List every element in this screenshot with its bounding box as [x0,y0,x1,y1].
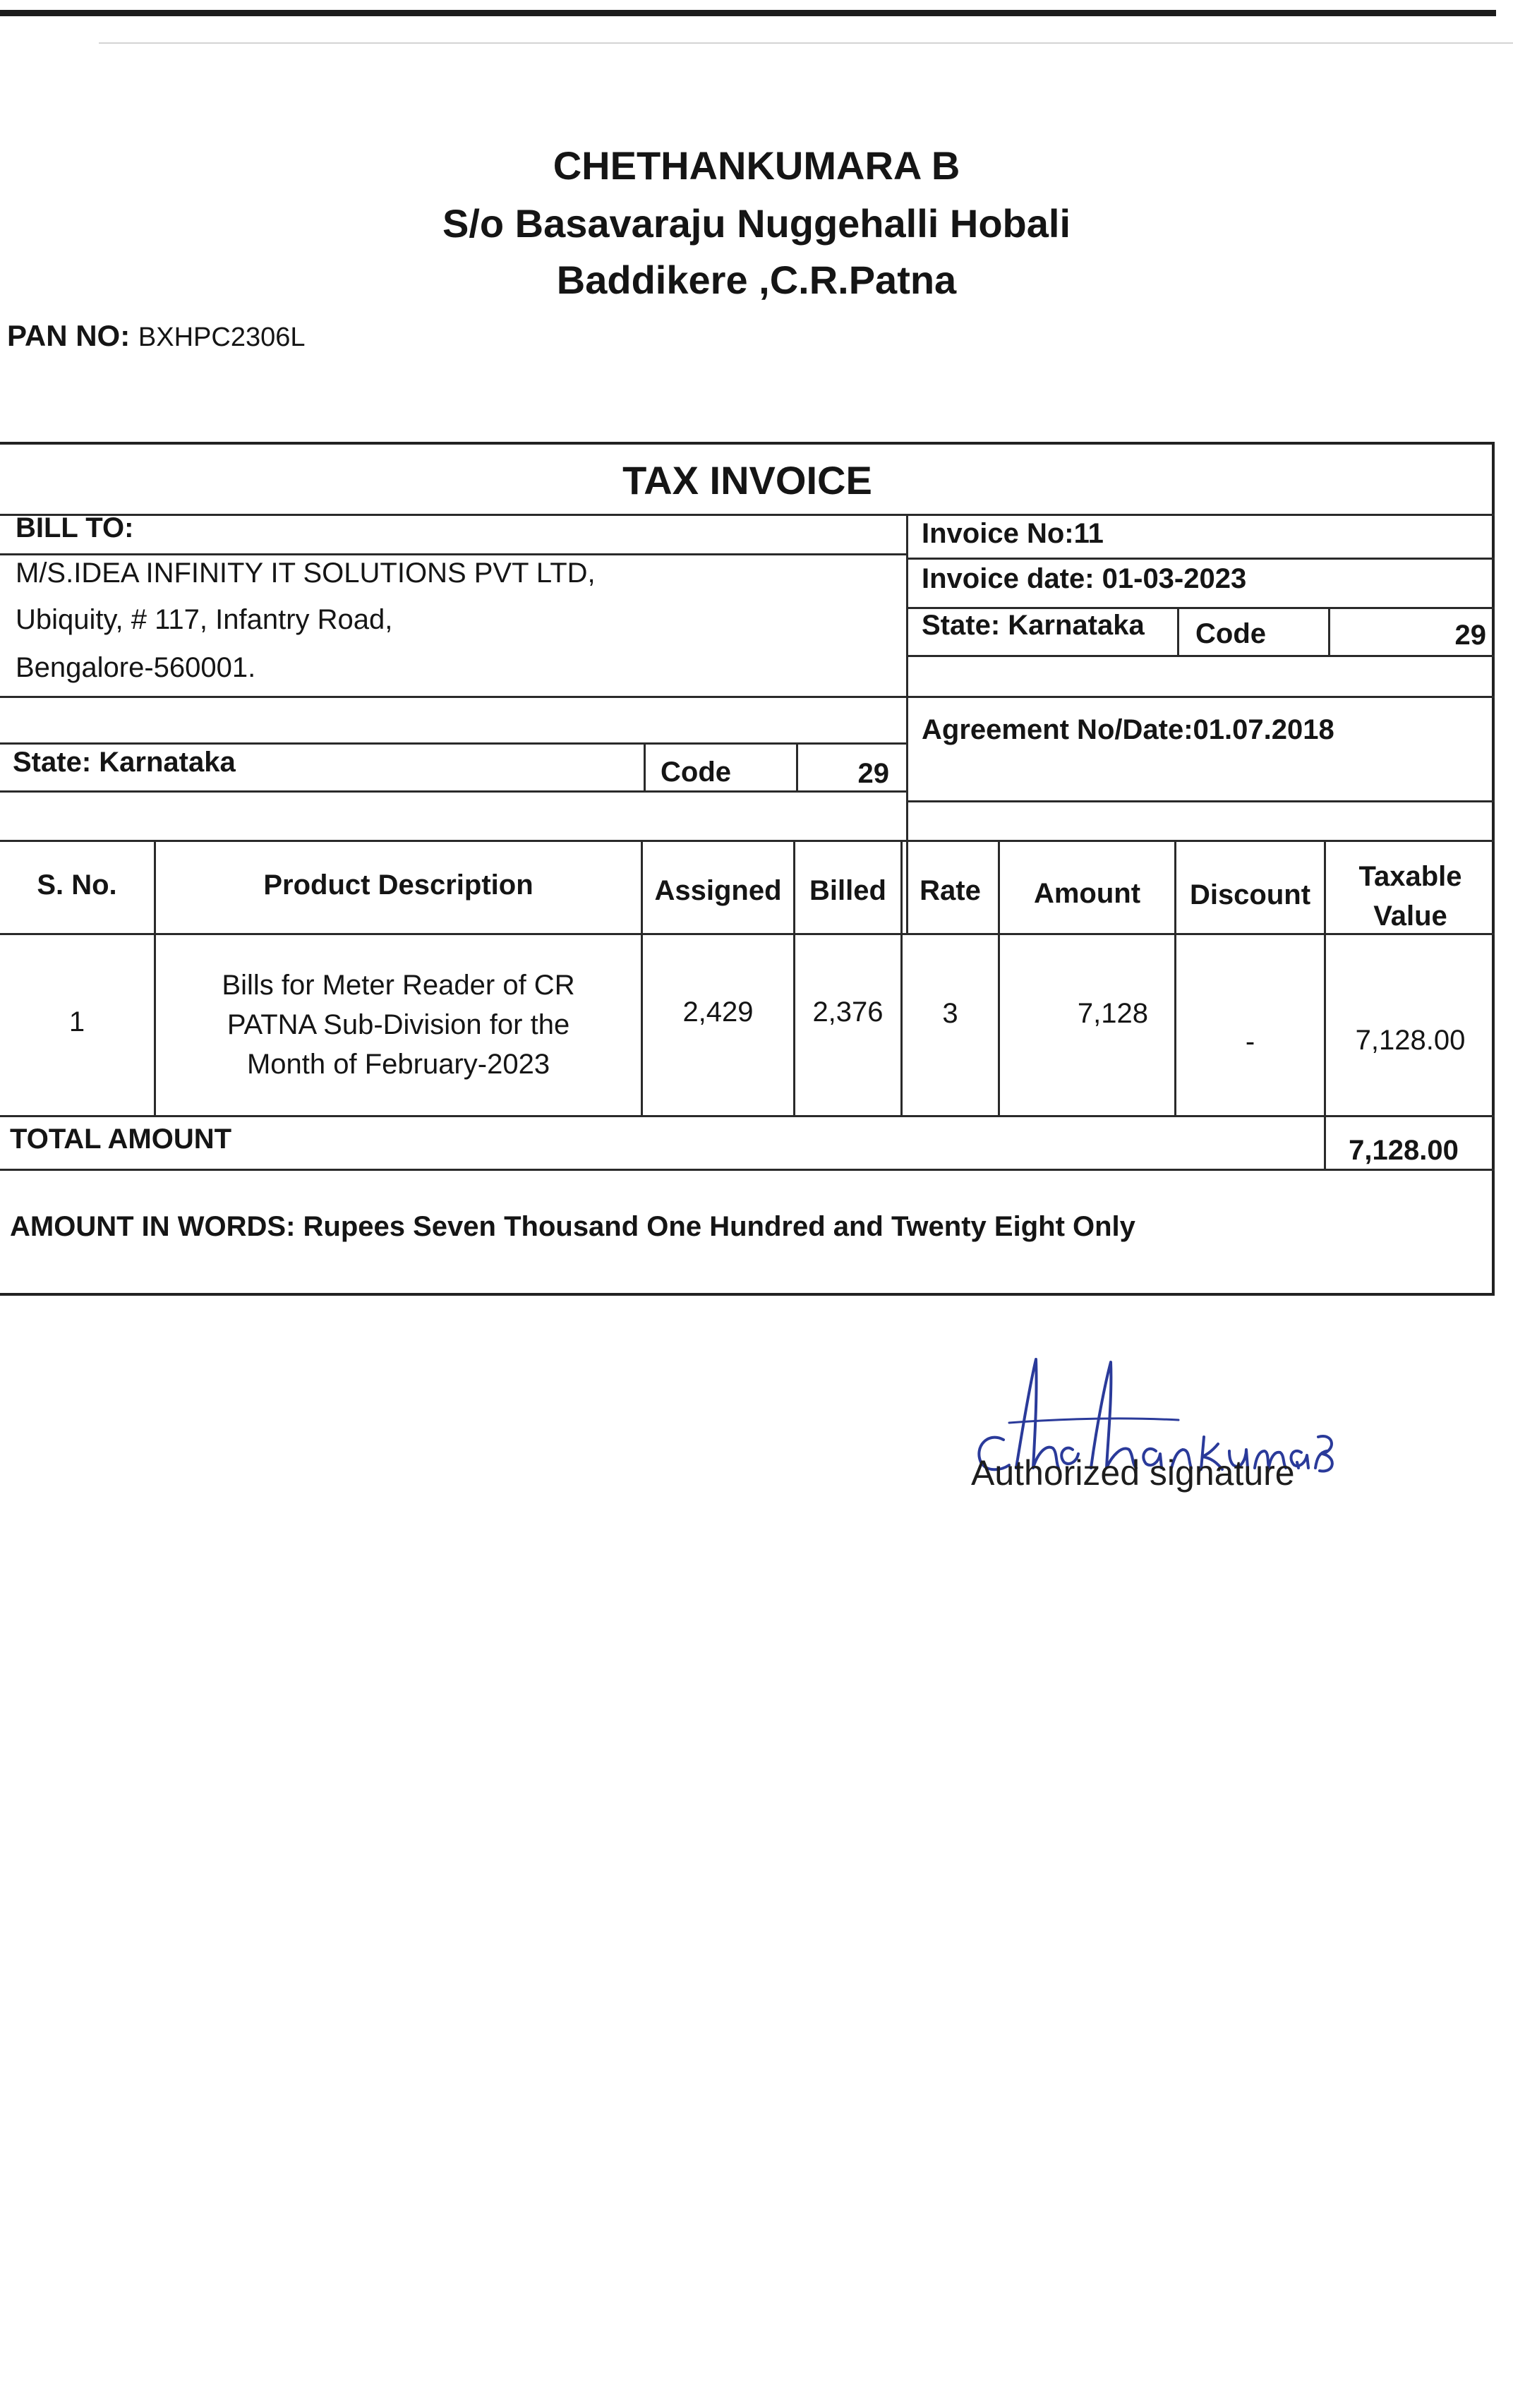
rule-under-table-header [0,933,1495,935]
row-description-line1: Bills for Meter Reader of CR [222,970,575,1001]
vrule-seller-code-left [1177,607,1179,655]
header-rate: Rate [920,875,981,906]
row-description-line2: PATNA Sub-Division for the [227,1009,570,1040]
header-sno: S. No. [37,869,117,901]
header-amount: Amount [1033,878,1141,909]
header-assigned: Assigned [654,875,782,906]
bill-to-line-2: Ubiquity, # 117, Infantry Road, [16,604,393,635]
row-taxable-value: 7,128.00 [1355,1025,1466,1056]
bill-to-line-1: M/S.IDEA INFINITY IT SOLUTIONS PVT LTD, [16,558,596,589]
rule-under-total [0,1169,1495,1171]
row-rate: 3 [942,998,958,1029]
total-value: 7,128.00 [1349,1135,1459,1166]
row-discount: - [1245,1026,1255,1057]
invoice-number: Invoice No:11 [922,518,1104,549]
rule-above-table-header [0,840,1495,842]
row-sno: 1 [68,1006,85,1037]
rule-under-agreement [906,800,1495,802]
header-billed: Billed [809,875,886,906]
seller-code-value: 29 [1454,620,1486,651]
rule-under-invoice-no [906,558,1495,560]
row-billed: 2,376 [812,997,884,1028]
invoice-title: TAX INVOICE [622,458,872,502]
buyer-state: State: Karnataka [13,747,236,778]
pan-label: PAN NO: [7,319,131,352]
rule-under-buyer-state [0,790,906,793]
vrule-buyer-code-right [796,742,798,790]
seller-code-label: Code [1195,618,1266,649]
row-description-line3: Month of February-2023 [246,1049,550,1080]
row-assigned: 2,429 [682,997,754,1028]
buyer-code-value: 29 [857,758,889,789]
top-rule [99,42,1513,44]
amount-in-words: AMOUNT IN WORDS: Rupees Seven Thousand One Hundred and Twenty Eight Only [10,1211,1135,1242]
rule-under-seller-state [906,655,1495,657]
seller-state: State: Karnataka [922,610,1145,641]
invoice-date: Invoice date: 01-03-2023 [922,563,1247,594]
bill-to-line-3: Bengalore-560001. [16,652,256,683]
vrule-buyer-code-left [644,742,646,790]
row-amount: 7,128 [1077,998,1148,1029]
issuer-address-line2: Baddikere ,C.R.Patna [556,258,957,302]
buyer-code-label: Code [661,757,731,788]
rule-under-item-row [0,1115,1495,1117]
issuer-name: CHETHANKUMARA B [553,143,960,188]
pan-number [7,316,305,357]
pan-value: BXHPC2306L [138,323,306,352]
rule-under-title [0,514,1495,516]
top-border-bar [0,10,1496,16]
header-description: Product Description [263,869,534,901]
agreement-number-date: Agreement No/Date:01.07.2018 [922,714,1334,745]
total-label: TOTAL AMOUNT [10,1124,232,1155]
header-taxable-line1: Taxable [1358,861,1462,892]
bill-to-label: BILL TO: [16,512,134,543]
header-taxable-line2: Value [1373,901,1447,932]
vrule-middle [906,514,908,933]
authorized-signature-caption: Authorized signature [971,1453,1295,1493]
issuer-address-line1: S/o Basavaraju Nuggehalli Hobali [442,201,1071,246]
header-discount: Discount [1189,879,1311,910]
vrule-seller-code-right [1328,607,1330,655]
rule-under-address [0,696,1495,698]
